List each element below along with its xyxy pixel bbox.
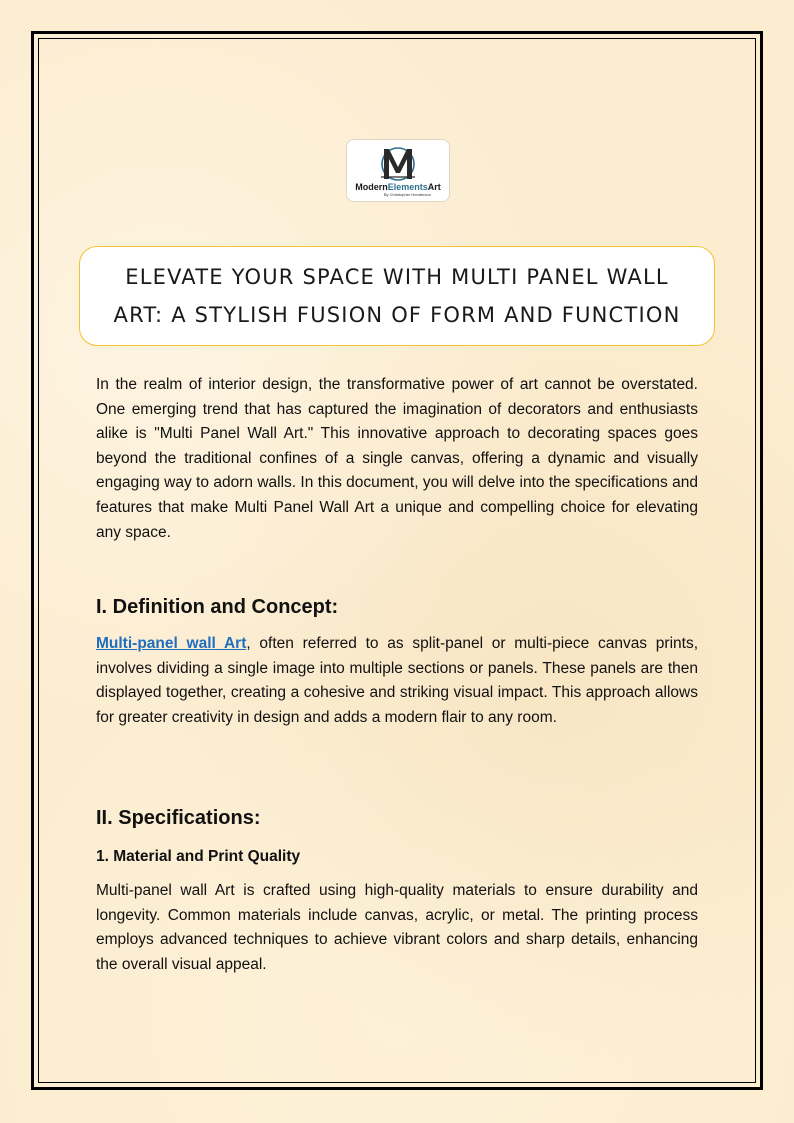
material-body	[96, 879, 698, 977]
intro-section	[96, 373, 698, 545]
material-subsection	[96, 846, 698, 868]
material-heading: 1. Material and Print Quality	[96, 848, 301, 865]
definition-paragraph	[96, 632, 698, 730]
definition-section	[96, 594, 698, 620]
material-paragraph: Multi-panel wall Art is crafted using high-quality materials to ensure durability and longevity. Common materials include canvas, acrylic, or metal. The printing process employs advanced techniques to achieve vibrant colors and sharp details, enhancing the overall visual appeal.	[96, 882, 698, 973]
specifications-heading: II. Specifications:	[96, 807, 261, 829]
logo-brand-art: Art	[427, 182, 441, 192]
multi-panel-wall-art-link[interactable]: Multi-panel wall Art	[96, 635, 247, 652]
company-logo	[346, 139, 450, 202]
definition-paragraph-text: , often referred to as split-panel or multi-piece canvas prints, involves dividing a single image into multiple sections or panels. These panels are then displayed together, creating a cohesive and striking visual impact. This approach allows for greater creativity in design and adds a modern flair to any room.	[96, 635, 698, 726]
logo-m-emblem-icon	[375, 143, 421, 183]
definition-body	[96, 632, 698, 730]
logo-brand-text	[347, 182, 449, 192]
intro-paragraph: In the realm of interior design, the transformative power of art cannot be overstated. One emerging trend that has captured the imagination of decorators and enthusiasts alike is "Multi Panel Wall Art." This innovative approach to decorating spaces goes beyond the traditional confines of a single canvas, offering a dynamic and visually engaging way to adorn walls. In this document, you will delve into the specifications and features that make Multi Panel Wall Art a unique and compelling choice for elevating any space.	[96, 376, 698, 541]
logo-brand-elements: Elements	[387, 182, 428, 192]
definition-heading: I. Definition and Concept:	[96, 596, 339, 618]
logo-tagline: By Christopher Henderson	[383, 192, 431, 197]
title-box	[79, 246, 715, 346]
specifications-section	[96, 805, 698, 831]
document-title: ELEVATE YOUR SPACE WITH MULTI PANEL WALL ART: A STYLISH FUSION OF FORM AND FUNCTION	[113, 265, 681, 327]
logo-brand-modern: Modern	[355, 182, 388, 192]
